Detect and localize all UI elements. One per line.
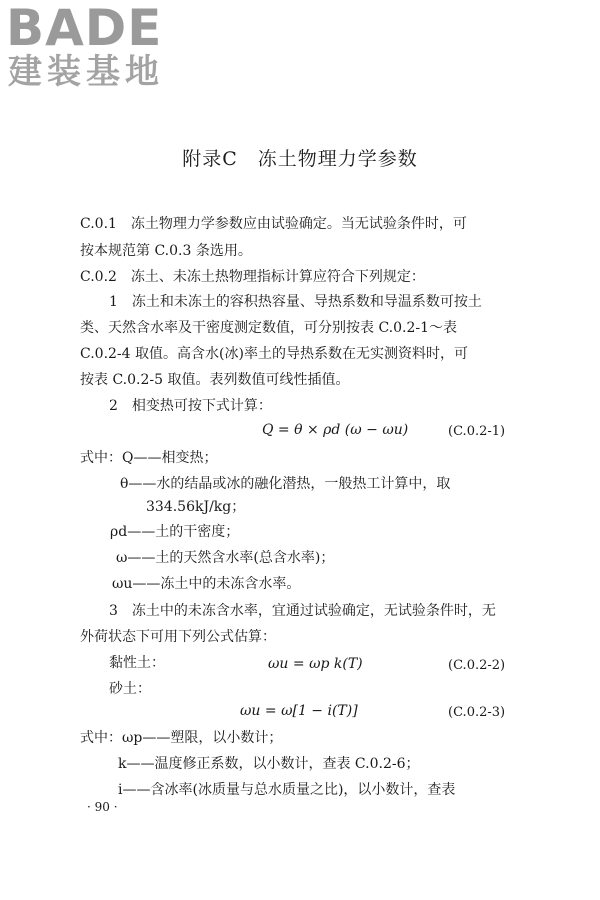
item1-line3: C.0.2-4 取值。高含水(冰)率土的导热系数在无实测资料时，可 (80, 346, 468, 362)
sandy-soil-label: 砂土： (109, 681, 151, 697)
item2-heading: 2 相变热可按下式计算： (109, 398, 272, 414)
equation-c023: ωu = ω[1 − i(T)] (240, 703, 358, 719)
item1-line4: 按表 C.0.2-5 取值。表列数值可线性插值。 (80, 372, 350, 388)
where-k: k——温度修正系数，以小数计，查表 C.0.2-6； (118, 756, 420, 772)
item3-line1: 3 冻土中的未冻含水率，宜通过试验确定，无试验条件时，无 (109, 603, 496, 619)
equation-c022: ωu = ωp k(T) (268, 656, 363, 672)
clause-c02-heading: C.0.2 冻土、未冻土热物理指标计算应符合下列规定： (80, 269, 425, 285)
clause-c01-line1: C.0.1 冻土物理力学参数应由试验确定。当无试验条件时，可 (80, 216, 467, 232)
page-number: · 90 · (87, 800, 118, 814)
equation-c022-number: (C.0.2-2) (448, 658, 506, 673)
where-omega-p: 式中：ωp——塑限，以小数计； (80, 730, 283, 746)
item1-line2: 类、天然含水率及干密度测定数值，可分别按表 C.0.2-1～表 (80, 320, 458, 336)
equation-c021-number: (C.0.2-1) (448, 424, 506, 439)
equation-c021: Q = θ × ρd (ω − ωu) (262, 422, 409, 438)
item1-line1: 1 冻土和未冻土的容积热容量、导热系数和导温系数可按土 (109, 294, 482, 310)
watermark-logo: BADE (6, 0, 163, 57)
where-omega-u: ωu——冻土中的未冻含水率。 (112, 576, 301, 592)
clay-soil-label: 黏性土： (109, 655, 165, 671)
clause-c01-line2: 按本规范第 C.0.3 条选用。 (80, 243, 252, 259)
where-theta-line2: 334.56kJ/kg； (146, 499, 246, 515)
where-rho-d: ρd——土的干密度； (110, 524, 240, 540)
where-omega: ω——土的天然含水率(总含水率)； (116, 550, 335, 566)
where-theta-line1: θ——水的结晶或冰的融化潜热，一般热工计算中，取 (120, 476, 451, 492)
where-q: 式中：Q——相变热； (80, 450, 218, 466)
where-i: i——含冰率(冰质量与总水质量之比)，以小数计，查表 (118, 782, 456, 798)
equation-c023-number: (C.0.2-3) (448, 705, 506, 720)
watermark-subtitle: 建装基地 (8, 52, 164, 92)
page-title: 附录C 冻土物理力学参数 (182, 148, 418, 170)
item3-line2: 外荷状态下可用下列公式估算： (80, 629, 276, 645)
